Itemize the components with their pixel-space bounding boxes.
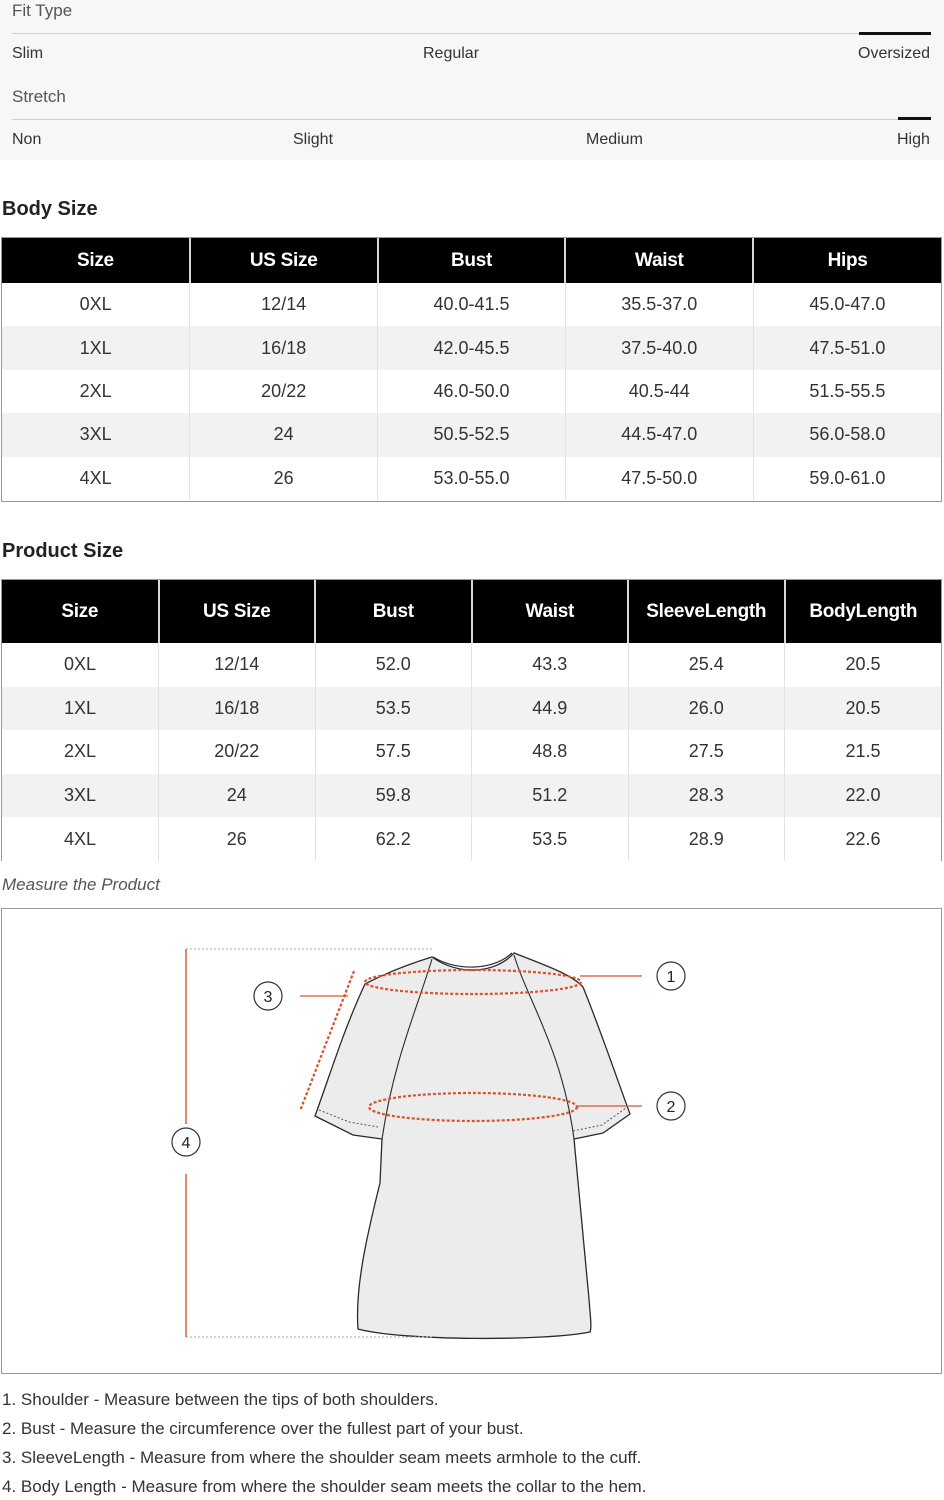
table-cell: 45.0-47.0	[753, 283, 941, 326]
table-cell: 0XL	[2, 283, 190, 326]
table-row	[2, 370, 941, 413]
fit-panel	[0, 0, 944, 160]
table-cell: 48.8	[472, 730, 629, 774]
note-sleeve-length: 3. SleeveLength - Measure from where the shoulder seam meets armhole to the cuff.	[2, 1448, 642, 1467]
table-cell: 26	[159, 817, 316, 861]
marker-2	[657, 1092, 685, 1120]
table-cell: 24	[159, 774, 316, 818]
table-cell: 26.0	[628, 687, 785, 731]
table-row	[2, 283, 941, 326]
body-size-table	[1, 237, 942, 502]
table-cell: 35.5-37.0	[565, 283, 753, 326]
table-cell: 12/14	[159, 643, 316, 687]
table-cell: 28.3	[628, 774, 785, 818]
t-shirt-shape	[315, 953, 630, 1338]
table-cell: 43.3	[472, 643, 629, 687]
table-cell: 1XL	[2, 687, 159, 731]
table-cell: 57.5	[315, 730, 472, 774]
table-cell: 59.0-61.0	[753, 457, 941, 500]
table-cell: 47.5-50.0	[565, 457, 753, 500]
table-row	[2, 730, 941, 774]
stretch-option-slight: Slight	[293, 131, 334, 148]
table-cell: 16/18	[159, 687, 316, 731]
table-cell: 22.0	[785, 774, 942, 818]
column-header: BodyLength	[785, 580, 942, 643]
table-cell: 47.5-51.0	[753, 326, 941, 369]
product-size-table	[1, 579, 942, 861]
table-cell: 62.2	[315, 817, 472, 861]
table-cell: 53.5	[472, 817, 629, 861]
table-row	[2, 817, 941, 861]
table-cell: 12/14	[190, 283, 378, 326]
table-cell: 20/22	[159, 730, 316, 774]
table-cell: 56.0-58.0	[753, 413, 941, 456]
t-shirt-measure-icon	[2, 909, 943, 1375]
product-size-title: Product Size	[2, 540, 124, 562]
table-cell: 53.5	[315, 687, 472, 731]
table-cell: 51.5-55.5	[753, 370, 941, 413]
table-cell: 52.0	[315, 643, 472, 687]
table-cell: 40.5-44	[565, 370, 753, 413]
table-cell: 44.9	[472, 687, 629, 731]
column-header: Bust	[315, 580, 472, 643]
column-header: Waist	[565, 238, 753, 283]
fit-type-label: Fit Type	[12, 1, 73, 20]
table-cell: 53.0-55.0	[378, 457, 566, 500]
table-cell: 2XL	[2, 370, 190, 413]
table-row	[2, 326, 941, 369]
table-row	[2, 457, 941, 500]
table-cell: 40.0-41.5	[378, 283, 566, 326]
table-cell: 50.5-52.5	[378, 413, 566, 456]
column-header: US Size	[190, 238, 378, 283]
fit-type-indicator	[859, 32, 931, 35]
note-body-length: 4. Body Length - Measure from where the shoulder seam meets the collar to the hem.	[2, 1477, 647, 1496]
table-cell: 16/18	[190, 326, 378, 369]
marker-3-label: 3	[263, 989, 273, 1006]
table-cell: 25.4	[628, 643, 785, 687]
table-header-row	[2, 238, 941, 283]
table-cell: 3XL	[2, 774, 159, 818]
table-cell: 4XL	[2, 457, 190, 500]
note-shoulder: 1. Shoulder - Measure between the tips of both shoulders.	[2, 1390, 439, 1409]
stretch-option-high: High	[897, 131, 930, 148]
table-cell: 44.5-47.0	[565, 413, 753, 456]
column-header: Size	[2, 238, 190, 283]
note-bust: 2. Bust - Measure the circumference over the fullest part of your bust.	[2, 1419, 524, 1438]
marker-2-label: 2	[666, 1099, 676, 1116]
marker-1-label: 1	[666, 969, 676, 986]
measure-caption: Measure the Product	[2, 875, 160, 894]
table-cell: 1XL	[2, 326, 190, 369]
stretch-indicator	[898, 117, 931, 120]
stretch-scale	[12, 119, 931, 120]
fit-type-scale	[12, 33, 931, 34]
marker-4-label: 4	[181, 1135, 191, 1152]
table-row	[2, 687, 941, 731]
table-cell: 21.5	[785, 730, 942, 774]
table-cell: 27.5	[628, 730, 785, 774]
table-cell: 20.5	[785, 643, 942, 687]
column-header: Bust	[378, 238, 566, 283]
table-cell: 42.0-45.5	[378, 326, 566, 369]
body-size-title: Body Size	[2, 198, 98, 220]
table-cell: 2XL	[2, 730, 159, 774]
table-cell: 51.2	[472, 774, 629, 818]
stretch-label: Stretch	[12, 87, 66, 106]
stretch-option-medium: Medium	[586, 131, 643, 148]
table-cell: 28.9	[628, 817, 785, 861]
table-cell: 22.6	[785, 817, 942, 861]
fit-option-slim: Slim	[12, 45, 44, 62]
column-header: Waist	[472, 580, 629, 643]
table-row	[2, 774, 941, 818]
column-header: Hips	[753, 238, 941, 283]
marker-4	[172, 1128, 200, 1156]
table-cell: 0XL	[2, 643, 159, 687]
stretch-option-non: Non	[12, 131, 42, 148]
marker-3	[254, 982, 282, 1010]
table-cell: 24	[190, 413, 378, 456]
table-header-row	[2, 580, 941, 643]
table-cell: 26	[190, 457, 378, 500]
table-cell: 37.5-40.0	[565, 326, 753, 369]
table-cell: 59.8	[315, 774, 472, 818]
table-cell: 3XL	[2, 413, 190, 456]
table-cell: 4XL	[2, 817, 159, 861]
table-cell: 20.5	[785, 687, 942, 731]
marker-1	[657, 962, 685, 990]
column-header: US Size	[159, 580, 316, 643]
measure-diagram	[1, 908, 942, 1374]
fit-option-regular: Regular	[423, 45, 480, 62]
table-row	[2, 643, 941, 687]
table-row	[2, 413, 941, 456]
table-cell: 20/22	[190, 370, 378, 413]
fit-option-oversized: Oversized	[858, 45, 931, 62]
column-header: SleeveLength	[628, 580, 785, 643]
column-header: Size	[2, 580, 159, 643]
table-cell: 46.0-50.0	[378, 370, 566, 413]
